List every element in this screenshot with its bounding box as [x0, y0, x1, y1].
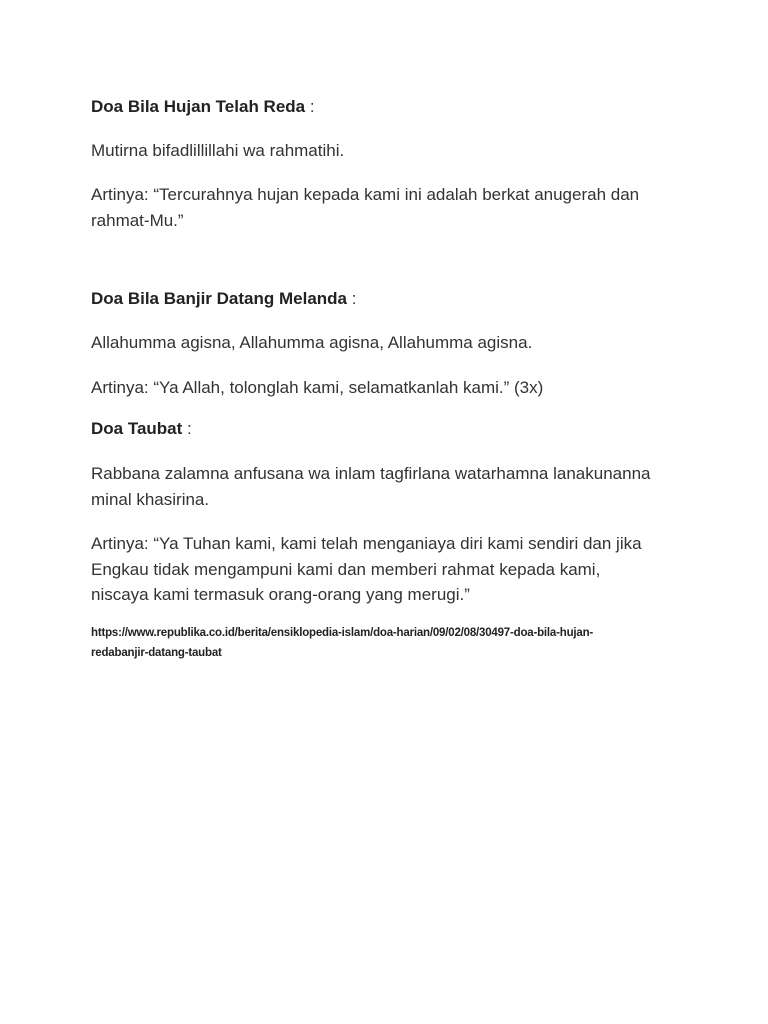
prayer-line: minal khasirina. — [91, 489, 210, 509]
prayer-text — [91, 330, 691, 356]
section-heading — [91, 416, 192, 441]
section-heading — [91, 286, 356, 311]
heading-title: Doa Bila Banjir Datang Melanda — [91, 289, 347, 308]
meaning-line: Artinya: “Ya Tuhan kami, kami telah menganiaya diri kami sendiri dan jika — [91, 534, 642, 553]
source-url-line[interactable]: https://www.republika.co.id/berita/ensiklopedia-islam/doa-harian/09/02/08/30497-doa-bila-hujan- — [91, 627, 594, 639]
meaning-text — [91, 531, 691, 608]
prayer-line: Allahumma agisna, Allahumma agisna, Allahumma agisna. — [91, 333, 533, 352]
prayer-text — [91, 138, 691, 164]
prayer-line: Rabbana zalamna anfusana wa inlam tagfirlana watarhamna lanakunanna — [91, 464, 651, 483]
source-url[interactable] — [91, 623, 691, 663]
prayer-line: Mutirna bifadlillillahi wa rahmatihi. — [91, 141, 345, 160]
meaning-text — [91, 182, 691, 233]
source-url-line[interactable]: redabanjir-datang-taubat — [91, 647, 222, 659]
meaning-line: Engkau tidak mengampuni kami dan memberi rahmat kepada kami, — [91, 559, 601, 579]
heading-colon: : — [347, 289, 357, 308]
heading-colon: : — [182, 419, 192, 438]
meaning-line: niscaya kami termasuk orang-orang yang merugi.” — [91, 585, 470, 604]
meaning-line: rahmat-Mu.” — [91, 210, 184, 230]
meaning-text — [91, 375, 691, 401]
section-heading — [91, 94, 315, 119]
heading-title: Doa Bila Hujan Telah Reda — [91, 97, 306, 116]
meaning-line: Artinya: “Tercurahnya hujan kepada kami ini adalah berkat anugerah dan — [91, 185, 640, 204]
heading-title: Doa Taubat — [91, 419, 183, 438]
prayer-text — [91, 461, 691, 512]
meaning-line: Artinya: “Ya Allah, tolonglah kami, selamatkanlah kami.” (3x) — [91, 378, 544, 397]
heading-colon: : — [305, 97, 315, 116]
